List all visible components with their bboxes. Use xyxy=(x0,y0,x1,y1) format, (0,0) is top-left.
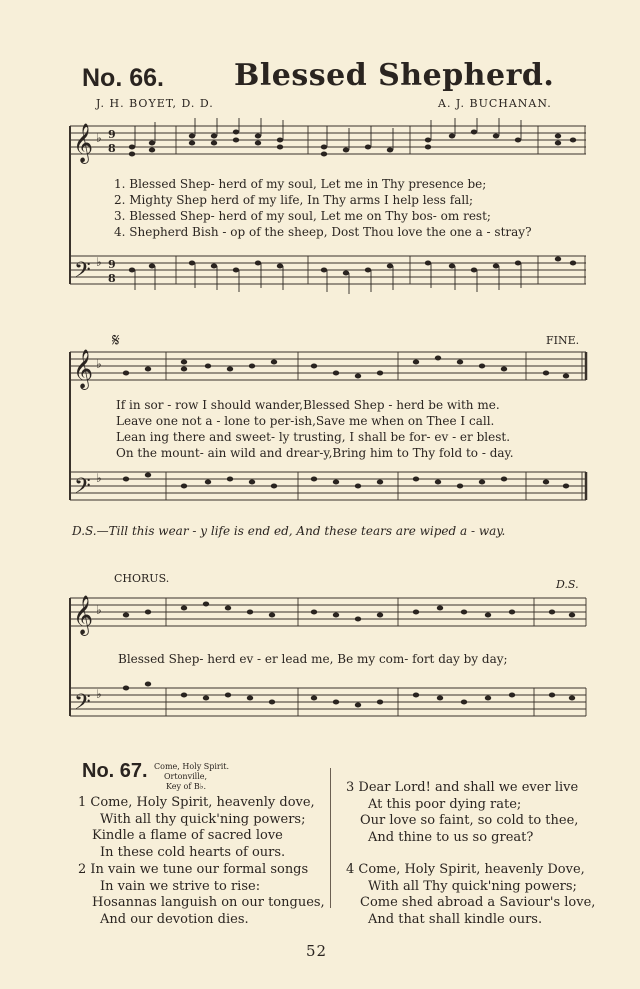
svg-text:9: 9 xyxy=(108,258,116,271)
verse-2 xyxy=(78,862,325,928)
verse-1-line-4: In these cold hearts of ours. xyxy=(100,844,286,860)
svg-text:♭: ♭ xyxy=(96,131,102,145)
ds-marker: D.S. xyxy=(556,578,579,591)
verse-1 xyxy=(78,795,315,861)
svg-text:♭: ♭ xyxy=(96,255,102,269)
svg-text:𝄢: 𝄢 xyxy=(74,474,91,504)
verse-3 xyxy=(346,780,578,846)
chorus-label: CHORUS. xyxy=(114,572,170,585)
author-credit: J. H. BOYET, D. D. xyxy=(96,97,214,110)
svg-text:♭: ♭ xyxy=(96,603,102,617)
svg-text:9: 9 xyxy=(108,128,116,141)
ds-instruction: D.S.—Till this wear - y life is end ed, And these tears are wiped a - way. xyxy=(72,524,506,538)
verse-1-line-3: Kindle a flame of sacred love xyxy=(92,828,283,843)
svg-text:8: 8 xyxy=(108,272,116,285)
hymn-67-number: No. 67. xyxy=(82,760,148,782)
verse-3-line-1: 3 Dear Lord! and shall we ever live xyxy=(346,780,579,795)
verse-2-line-2: In vain we strive to rise: xyxy=(100,878,261,894)
verse-1-line-1: 1 Come, Holy Spirit, heavenly dove, xyxy=(78,795,315,810)
verse-3-line-3: Our love so faint, so cold to thee, xyxy=(360,813,579,828)
fine-marker: FINE. xyxy=(546,334,580,347)
hymn-66-number: No. 66. xyxy=(82,64,164,92)
stanza-2-line: 2. Mighty Shep herd of my life, In Thy arms I help less fall; xyxy=(114,193,474,207)
chorus-lyric: Blessed Shep- herd ev - er lead me, Be my com- fort day by day; xyxy=(118,652,508,666)
stanza-3-line: 3. Blessed Shep- herd of my soul, Let me on Thy bos- om rest; xyxy=(114,209,491,223)
stanza-1-line: 1. Blessed Shep- herd of my soul, Let me in Thy presence be; xyxy=(114,177,487,191)
hymn-67-title: Come, Holy Spirit. xyxy=(154,762,230,771)
verse-1-line-2: With all thy quick'ning powers; xyxy=(100,811,306,827)
verse-4-line-2: With all Thy quick'ning powers; xyxy=(368,878,577,894)
verse-line-2: Leave one not a - lone to per-ish,Save me when on Thee I call. xyxy=(116,414,495,428)
stanza-4-line: 4. Shepherd Bish - op of the sheep, Dost Thou love the one a - stray? xyxy=(114,225,532,239)
hymn-67-tune: Ortonville, xyxy=(164,772,208,781)
svg-text:♭: ♭ xyxy=(96,357,102,371)
svg-text:𝄢: 𝄢 xyxy=(74,258,91,288)
svg-text:𝄞: 𝄞 xyxy=(73,349,94,389)
verse-4-line-4: And that shall kindle ours. xyxy=(368,911,543,927)
page-number: 52 xyxy=(306,942,328,960)
svg-text:𝄞: 𝄞 xyxy=(73,595,94,635)
hymn-66-title: Blessed Shepherd. xyxy=(234,58,555,93)
verse-2-line-1: 2 In vain we tune our formal songs xyxy=(78,862,309,877)
svg-text:♭: ♭ xyxy=(96,687,102,701)
verse-3-line-2: At this poor dying rate; xyxy=(368,796,522,812)
hymn-67-key: Key of B♭. xyxy=(166,782,207,791)
hymn-67-info xyxy=(154,762,229,792)
column-divider xyxy=(330,768,331,908)
verse-line-4: On the mount- ain wild and drear-y,Bring him to Thy fold to - day. xyxy=(116,446,514,460)
verse-line-1: If in sor - row I should wander,Blessed Shep - herd be with me. xyxy=(116,398,500,412)
verse-2-line-3: Hosannas languish on our tongues, xyxy=(92,895,325,910)
svg-text:8: 8 xyxy=(108,142,116,155)
svg-text:𝄞: 𝄞 xyxy=(73,123,94,163)
svg-text:♭: ♭ xyxy=(96,471,102,485)
verse-4-line-3: Come shed abroad a Saviour's love, xyxy=(360,895,596,910)
verse-2-line-4: And our devotion dies. xyxy=(100,911,249,927)
segno-sign: 𝄋 xyxy=(112,330,120,351)
verse-4 xyxy=(346,862,595,928)
verse-3-line-4: And thine to us so great? xyxy=(368,829,534,845)
svg-text:𝄢: 𝄢 xyxy=(74,690,91,720)
composer-credit: A. J. BUCHANAN. xyxy=(438,97,552,110)
system-1-staves xyxy=(68,118,588,298)
verse-4-line-1: 4 Come, Holy Spirit, heavenly Dove, xyxy=(346,862,585,877)
verse-line-3: Lean ing there and sweet- ly trusting, I shall be for- ev - er blest. xyxy=(116,430,511,444)
